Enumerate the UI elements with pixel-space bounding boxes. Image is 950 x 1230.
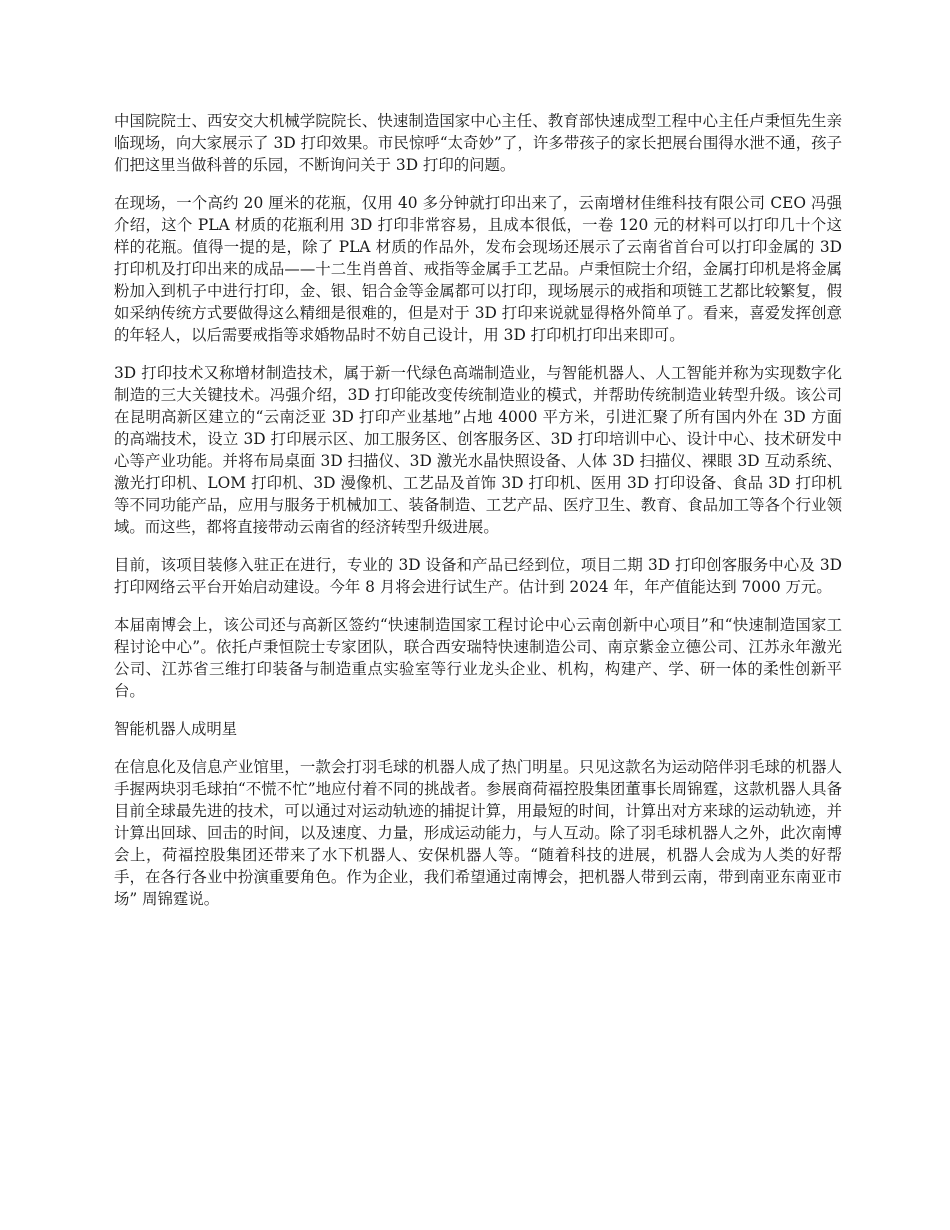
- paragraph-vase-printing: 在现场，一个高约 20 厘米的花瓶，仅用 40 多分钟就打印出来了，云南增材佳维科技有限公司 CEO 冯强介绍，这个 PLA 材质的花瓶利用 3D 打印非常容易，且成本很低，一卷 120 元的材料可以打印几十个这样的花瓶。值得一提的是，除了 PLA 材质的作品外，发布会现场还展示了云南省首台可以打印金属的 3D 打印机及打印出来的成品——十二生肖兽首、戒指等金属手工艺品。卢秉恒院士介绍，金属打印机是将金属粉加入到机子中进行打印，金、银、铝合金等金属都可以打印，现场展示的戒指和项链工艺都比较繁复，假如采纳传统方式要做得这么精细是很难的，但是对于 3D 打印来说就显得格外简单了。看来，喜爱发挥创意的年轻人，以后需要戒指等求婚物品时不妨自己设计，用 3D 打印机打印出来即可。: [114, 194, 842, 344]
- paragraph-robot-star: 在信息化及信息产业馆里，一款会打羽毛球的机器人成了热门明星。只见这款名为运动陪伴羽毛球的机器人手握两块羽毛球拍“不慌不忙”地应付着不同的挑战者。参展商荷福控股集团董事长周锦霆，这款机器人具备目前全球最先进的技术，可以通过对运动轨迹的捕捉计算，用最短的时间，计算出对方来球的运动轨迹，并计算出回球、回击的时间，以及速度、力量，形成运动能力，与人互动。除了羽毛球机器人之外，此次南博会上，荷福控股集团还带来了水下机器人、安保机器人等。“随着科技的进展，机器人会成为人类的好帮手，在各行各业中扮演重要角色。作为企业，我们希望通过南博会，把机器人带到云南，带到南亚东南亚市场” 周锦霆说。: [114, 758, 842, 908]
- paragraph-additive-manufacturing: 3D 打印技术又称增材制造技术，属于新一代绿色高端制造业，与智能机器人、人工智能并称为实现数字化制造的三大关键技术。冯强介绍，3D 打印能改变传统制造业的模式，并帮助传统制造业转型升级。该公司在昆明高新区建立的“云南泛亚 3D 打印产业基地”占地 4000 平方米，引进汇聚了所有国内外在 3D 方面的高端技术，设立 3D 打印展示区、加工服务区、创客服务区、3D 打印培训中心、设计中心、技术研发中心等产业功能。并将布局桌面 3D 扫描仪、3D 激光水晶快照设备、人体 3D 扫描仪、裸眼 3D 互动系统、激光打印机、LOM 打印机、3D 漫像机、工艺品及首饰 3D 打印机、医用 3D 打印设备、食品 3D 打印机等不同功能产品，应用与服务于机械加工、装备制造、工艺产品、医疗卫生、教育、食品加工等各个行业领域。而这些，都将直接带动云南省的经济转型升级进展。: [114, 364, 842, 536]
- paragraph-academician-demo: 中国院院士、西安交大机械学院院长、快速制造国家中心主任、教育部快速成型工程中心主任卢秉恒先生亲临现场，向大家展示了 3D 打印效果。市民惊呼“太奇妙”了，许多带孩子的家长把展台围得水泄不通，孩子们把这里当做科普的乐园，不断询问关于 3D 打印的问题。: [114, 112, 842, 174]
- document-body: [114, 110, 842, 926]
- paragraph-signing-agreement: 本届南博会上，该公司还与高新区签约“快速制造国家工程讨论中心云南创新中心项目”和“快速制造国家工程讨论中心”。依托卢秉恒院士专家团队，联合西安瑞特快速制造公司、南京紫金立德公司、江苏永年激光公司、江苏省三维打印装备与制造重点实验室等行业龙头企业、机构，构建产、学、研一体的柔性创新平台。: [114, 616, 842, 700]
- section-heading: 智能机器人成明星: [114, 720, 238, 738]
- paragraph-project-status: 目前，该项目装修入驻正在进行，专业的 3D 设备和产品已经到位，项目二期 3D 打印创客服务中心及 3D 打印网络云平台开始启动建设。今年 8 月将会进行试生产。估计到 2024 年，年产值能达到 7000 万元。: [114, 556, 842, 596]
